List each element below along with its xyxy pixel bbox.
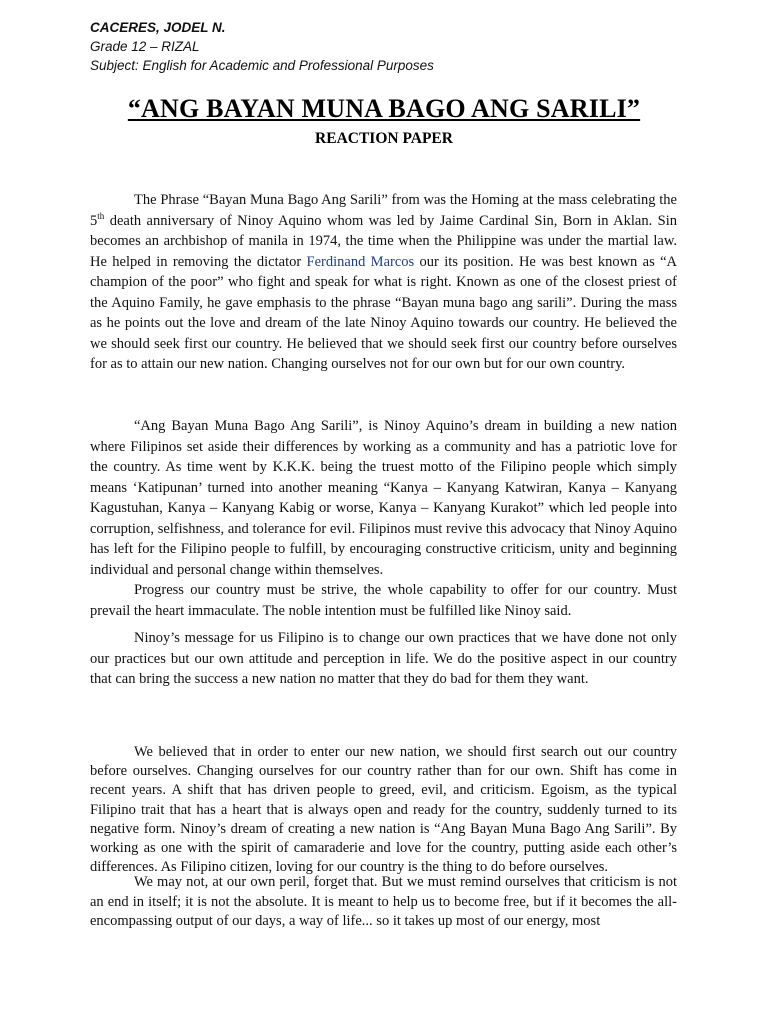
ordinal-suffix: th (97, 210, 105, 221)
paragraph-5: We believed that in order to enter our new nation, we should first search out our country before ourselves. Changing ourselves for our country rather than for our own. Shift has come in recent years. A shift that has driven people to greed, evil, and criticism. Egoism, as the typical Filipino trait that has a heart that is always open and ready for the country, suddenly turned to its negative form. Ninoy’s dream of creating a new nation is “Ang Bayan Muna Bago Ang Sarili”. By working as one with the spirit of camaraderie and love for the country, putting aside each other’s differences. As Filipino citizen, loving for our country is the thing to do before ourselves. (90, 744, 677, 876)
ferdinand-marcos-link[interactable]: Ferdinand Marcos (306, 253, 415, 270)
author-name: CACERES, JODEL N. (90, 20, 226, 35)
paragraph-4: Ninoy’s message for us Filipino is to change our own practices that we have done not only our practices but our own attitude and perception in life. We do the positive aspect in our country that can bring the success a new nation no matter that they do bad for them they want. (90, 630, 677, 687)
author-header (90, 18, 434, 75)
paragraph-6: We may not, at our own peril, forget that. But we must remind ourselves that criticism is not an end in itself; it is not the absolute. It is meant to help us to become free, but if it becomes the all-encompassing output of our days, a way of life... so it takes up most of our energy, most (90, 874, 677, 929)
document-title: “ANG BAYAN MUNA BAGO ANG SARILI” (127, 94, 641, 123)
paragraph-2: “Ang Bayan Muna Bago Ang Sarili”, is Ninoy Aquino’s dream in building a new nation where Filipinos set aside their differences by working as a community and has a patriotic love for the country. As time went by K.K.K. being the truest motto of the Filipino people which simply means ‘Katipunan’ turned into another meaning “Kanya – Kanyang Katwiran, Kanya – Kanyang Kagustuhan, Kanya – Kanyang Kabig or worse, Kanya – Kanyang Kurakot” which led people into corruption, selfishness, and tolerance for evil. Filipinos must revive this advocacy that Ninoy Aquino has left for the Filipino people to fulfill, by encouraging constructive criticism, unity and beginning individual and personal change within themselves. (90, 418, 677, 578)
paragraph-1-text-a: The Phrase “Bayan Muna Bago Ang Sarili” from was the Homing at the mass celebrating the 5 (90, 192, 677, 229)
paragraph-1-text-b: death anniversary of Ninoy Aquino whom was led by Jaime Cardinal Sin, Born in Aklan. Sin becomes an archbishop of manila in 1974, the time when the Philippine was under the martial law. He helped in removing the dictator (90, 212, 677, 270)
paragraph-3: Progress our country must be strive, the whole capability to offer for our country. Must prevail the heart immaculate. The noble intention must be fulfilled like Ninoy said. (90, 582, 677, 619)
paragraph-1 (90, 190, 677, 375)
subject-line: Subject: English for Academic and Professional Purposes (90, 58, 434, 73)
document-subtitle: REACTION PAPER (315, 130, 453, 147)
grade-section: Grade 12 – RIZAL (90, 39, 200, 54)
paragraph-1-text-c: our its position. He was best known as “A champion of the poor” who fight and speak for what is right. Known as one of the closest priest of the Aquino Family, he gave emphasis to the phrase “Bayan muna bago ang sarili”. During the mass as he points out the love and dream of the late Ninoy Aquino towards our country. He believed the we should seek first our country. He believed that we should seek first our country before ourselves for as to attain our new nation. Changing ourselves not for our own but for our own country. (90, 253, 677, 372)
